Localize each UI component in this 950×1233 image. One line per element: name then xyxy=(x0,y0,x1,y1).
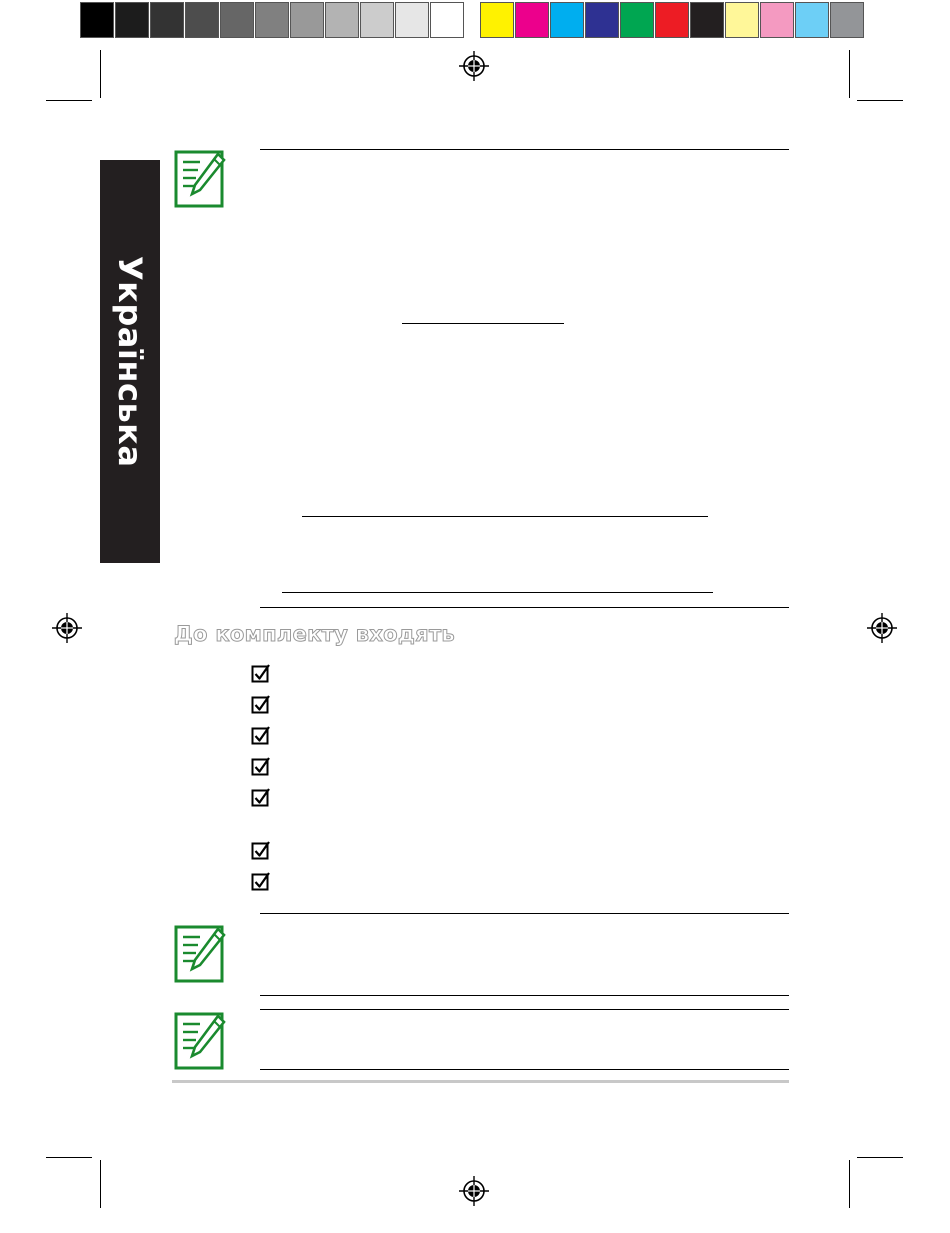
registration-mark-icon xyxy=(459,51,489,81)
grayscale-swatch xyxy=(360,2,394,38)
grayscale-swatch xyxy=(395,2,429,38)
color-swatch xyxy=(550,2,584,38)
crop-mark xyxy=(849,50,850,98)
checked-box-icon xyxy=(251,757,271,777)
note-top-rule xyxy=(260,1009,789,1010)
crop-mark xyxy=(849,1160,850,1208)
color-swatch xyxy=(830,2,864,38)
note-top-rule xyxy=(260,913,789,914)
grayscale-swatch xyxy=(150,2,184,38)
crop-mark xyxy=(46,100,92,101)
crop-mark xyxy=(46,1157,92,1158)
color-calibration-bar xyxy=(480,2,865,40)
grayscale-swatch xyxy=(185,2,219,38)
grayscale-swatch xyxy=(115,2,149,38)
color-swatch xyxy=(515,2,549,38)
note-pencil-icon xyxy=(174,1012,226,1070)
note-bottom-rule xyxy=(260,607,789,608)
color-swatch xyxy=(585,2,619,38)
checked-box-icon xyxy=(251,872,271,892)
grayscale-swatch xyxy=(325,2,359,38)
grayscale-swatch xyxy=(430,2,464,38)
color-swatch xyxy=(725,2,759,38)
checked-box-icon xyxy=(251,664,271,684)
language-tab-label: Українська xyxy=(111,255,149,468)
grayscale-swatch xyxy=(255,2,289,38)
color-swatch xyxy=(690,2,724,38)
grayscale-swatch xyxy=(220,2,254,38)
registration-mark-icon xyxy=(52,613,82,643)
note-bottom-rule xyxy=(260,1069,789,1070)
registration-mark-icon xyxy=(459,1176,489,1206)
underline xyxy=(402,323,564,324)
color-swatch xyxy=(620,2,654,38)
registration-mark-icon xyxy=(867,613,897,643)
color-swatch xyxy=(760,2,794,38)
note-bottom-rule xyxy=(260,995,789,996)
grayscale-calibration-bar xyxy=(80,2,465,40)
package-contents-heading: До комплекту входять xyxy=(174,622,455,646)
underline xyxy=(302,516,708,517)
checked-box-icon xyxy=(251,788,271,808)
underline xyxy=(282,592,713,593)
note-top-rule xyxy=(260,149,789,150)
checked-box-icon xyxy=(251,726,271,746)
checked-box-icon xyxy=(251,695,271,715)
grayscale-swatch xyxy=(290,2,324,38)
color-swatch xyxy=(655,2,689,38)
crop-mark xyxy=(100,1160,101,1208)
crop-mark xyxy=(100,50,101,98)
crop-mark xyxy=(857,1157,903,1158)
note-pencil-icon xyxy=(174,925,226,983)
grayscale-swatch xyxy=(80,2,114,38)
note-pencil-icon xyxy=(174,150,226,208)
footer-rule xyxy=(172,1080,789,1083)
color-swatch xyxy=(795,2,829,38)
checked-box-icon xyxy=(251,841,271,861)
crop-mark xyxy=(857,100,903,101)
language-tab xyxy=(100,160,160,563)
color-swatch xyxy=(480,2,514,38)
